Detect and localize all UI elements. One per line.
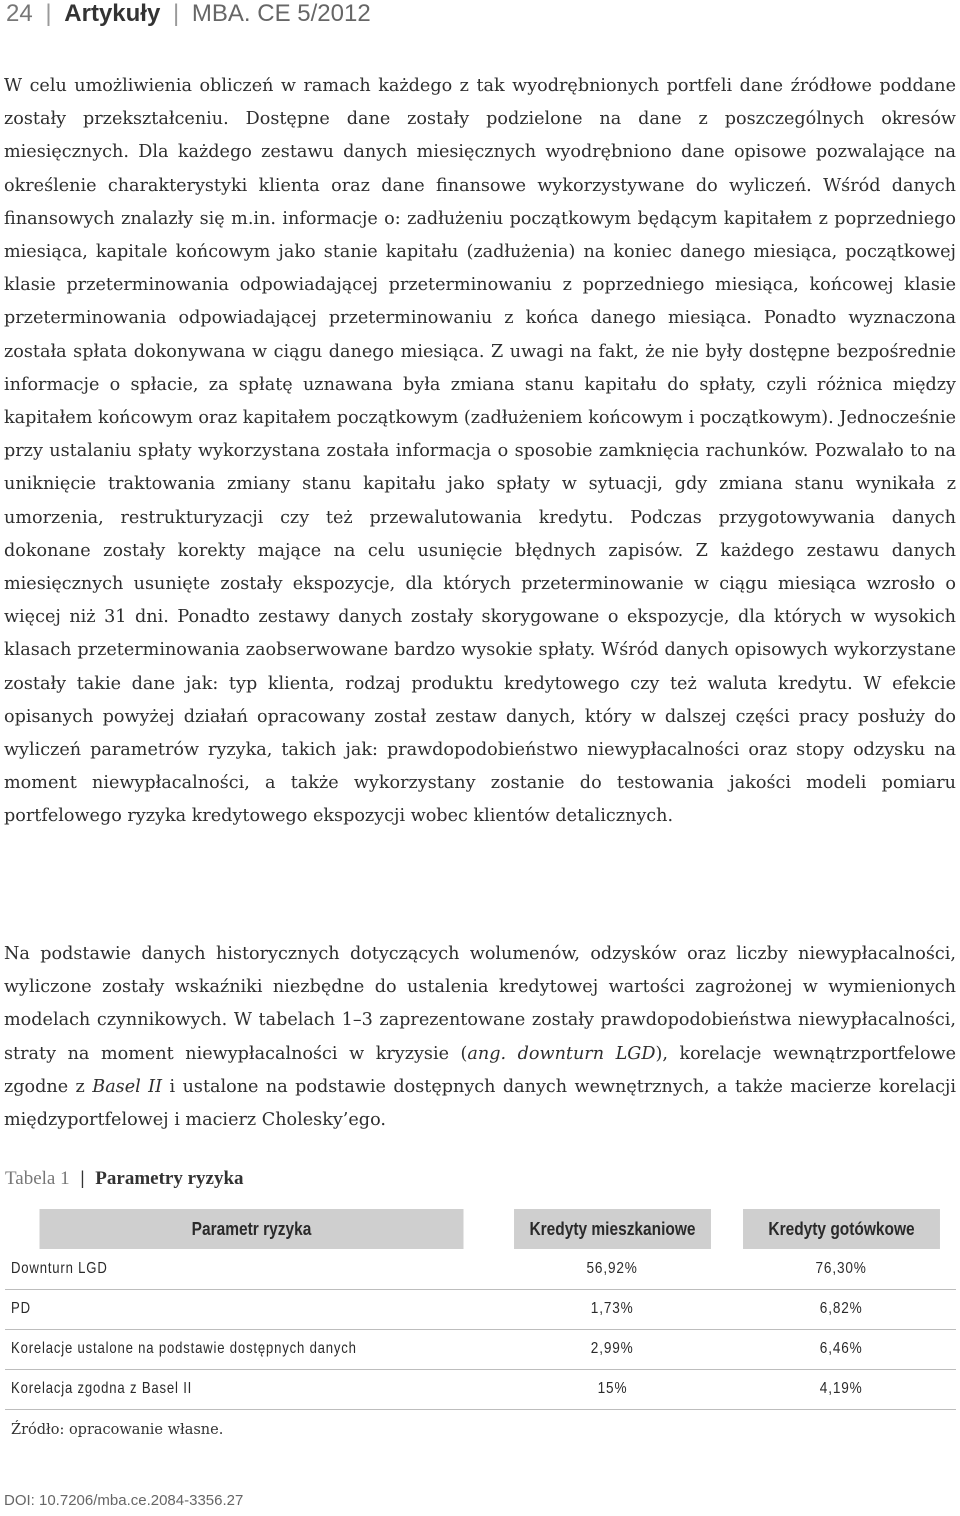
mortgage-value	[498, 1249, 727, 1289]
cash-value	[727, 1329, 956, 1369]
section-name: Artykuły	[64, 0, 161, 27]
cash-value	[727, 1249, 956, 1289]
paragraph-2-italic-basel: Basel II	[92, 1076, 163, 1097]
row-label	[5, 1249, 498, 1289]
cash-value-text: 4,19%	[820, 1380, 863, 1397]
table-source-note: Źródło: opracowanie własne.	[11, 1421, 224, 1438]
row-label-text: PD	[11, 1300, 31, 1317]
cash-value-text: 6,82%	[820, 1300, 863, 1317]
mortgage-value	[498, 1329, 727, 1369]
mortgage-value-text: 1,73%	[591, 1300, 634, 1317]
table-row	[5, 1329, 956, 1369]
table-header-row	[5, 1209, 956, 1249]
mortgage-value-text: 15%	[597, 1380, 628, 1397]
body-paragraph-2	[4, 938, 956, 1137]
page-header	[6, 0, 371, 32]
header-separator: |	[45, 0, 52, 27]
doi-footer: DOI: 10.7206/mba.ce.2084-3356.27	[4, 1492, 244, 1509]
table-row	[5, 1369, 956, 1409]
cash-value-text: 6,46%	[820, 1340, 863, 1357]
header-cash-loans: Kredyty gotówkowe	[743, 1209, 940, 1249]
page-number: 24	[6, 0, 33, 27]
header-separator-2: |	[173, 0, 180, 27]
journal-issue: MBA. CE 5/2012	[191, 0, 371, 27]
paragraph-2-text-1: Na podstawie danych historycznych dotyczących wolumenów, odzysków oraz liczby niewypłacalności, wyliczone zostały wskaźniki niezbędne do ustalenia kredytowej wartości zagrożonej w wymienionych modelach czynnikowych. W tabelach 1–3 zaprezentowane zostały prawdopodobieństwa niewypłacalności, straty na moment niewypłacalności w kryzysie (	[4, 944, 956, 1064]
paragraph-2-text-2: ), korelacje wewnątrzportfelowe zgodne z	[4, 1043, 957, 1097]
row-label	[5, 1369, 498, 1409]
row-label-text: Korelacje ustalone na podstawie dostępnych danych	[11, 1340, 357, 1357]
mortgage-value-text: 2,99%	[591, 1340, 634, 1357]
header-mortgage: Kredyty mieszkaniowe	[514, 1209, 711, 1249]
header-parameter: Parametr ryzyka	[40, 1209, 464, 1249]
table-title: Parametry ryzyka	[95, 1168, 244, 1189]
table-caption	[5, 1168, 244, 1198]
paragraph-2-text-3: i ustalone na podstawie dostępnych danych wewnętrznych, a także macierze korelacji międzyportfelowej i macierz Cholesky’ego.	[4, 1076, 957, 1131]
row-label	[5, 1329, 498, 1369]
mortgage-value-text: 56,92%	[586, 1259, 639, 1277]
table-row	[5, 1289, 956, 1329]
table-label: Tabela 1	[5, 1168, 70, 1189]
row-label	[5, 1289, 498, 1329]
paragraph-2-italic-downturn: ang. downturn LGD	[467, 1043, 656, 1064]
mortgage-value	[498, 1369, 727, 1409]
cash-value	[727, 1289, 956, 1329]
caption-separator: |	[80, 1168, 85, 1189]
risk-parameters-table	[5, 1209, 956, 1450]
table-source-row	[5, 1409, 956, 1450]
row-label-text: Korelacja zgodna z Basel II	[11, 1380, 193, 1397]
table-row	[5, 1249, 956, 1289]
mortgage-value	[498, 1289, 727, 1329]
cash-value	[727, 1369, 956, 1409]
body-paragraph-1: W celu umożliwienia obliczeń w ramach każdego z tak wyodrębnionych portfeli dane źródłowe poddane zostały przekształceniu. Dostępne dane zostały podzielone na dane z poszczególnych okresów miesięcznych. Dla każdego zestawu danych miesięcznych wyodrębniono dane opisowe pozwalające na określenie charakterystyki klienta oraz dane finansowe wykorzystywane do wyliczeń. Wśród danych finansowych znalazły się m.in. informacje o: zadłużeniu początkowym będącym kapitałem z poprzedniego miesiąca, kapitale końcowym jako stanie kapitału (zadłużenia) na koniec danego miesiąca, początkowej klasie przeterminowania odpowiadającej przeterminowaniu z poprzedniego miesiąca, końcowej klasie przeterminowania odpowiadającej przeterminowaniu z końca danego miesiąca. Ponadto wyznaczona została spłata dokonywana w ciągu danego miesiąca. Z uwagi na fakt, że nie były dostępne bezpośrednie informacje o spłacie, za spłatę uznawana była zmiana stanu kapitału do spłaty, czyli różnica między kapitałem końcowym oraz kapitałem początkowym (zadłużeniem końcowym i początkowym). Jednocześnie przy ustalaniu spłaty wykorzystana została informacja o sposobie zamknięcia rachunków. Pozwalało to na uniknięcie traktowania zmiany stanu kapitału jako spłaty w sytuacji, gdy zmiana stanu wynikała z umorzenia, restrukturyzacji czy też przewalutowania kredytu. Podczas przygotowywania danych dokonane zostały korekty mające na celu usunięcie błędnych zapisów. Z każdego zestawu danych miesięcznych usunięte zostały ekspozycje, dla których przeterminowanie w ciągu miesiąca wzrosło o więcej niż 31 dni. Ponadto zestawy danych zostały skorygowane o ekspozycje, dla których w wysokich klasach przeterminowania zaobserwowane bardzo wysokie spłaty. Wśród danych opisowych wykorzystane zostały takie dane jak: typ klienta, rodzaj produktu kredytowego czy też waluta kredytu. W efekcie opisanych powyżej działań opracowany został zestaw danych, który w dalszej części pracy posłuży do wyliczeń parametrów ryzyka, takich jak: prawdopodobieństwo niewypłacalności oraz stopy odzysku na moment niewypłacalności, a także wykorzystany zostanie do testowania jakości modeli pomiaru portfelowego ryzyka kredytowego ekspozycji wobec klientów detalicznych.	[4, 76, 956, 827]
row-label-text: Downturn LGD	[11, 1259, 108, 1277]
cash-value-text: 76,30%	[815, 1259, 868, 1277]
